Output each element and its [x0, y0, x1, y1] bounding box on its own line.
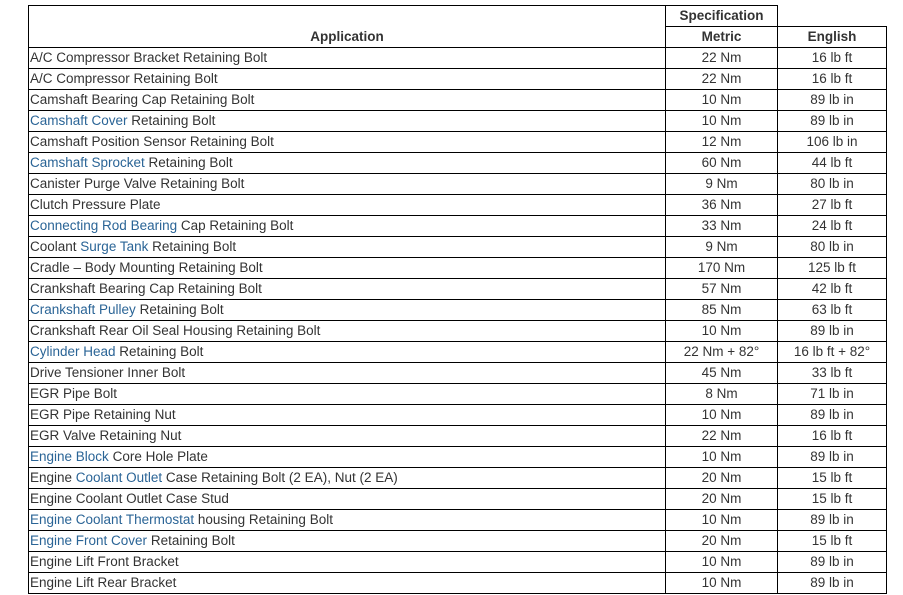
metric-value-cell: 10 Nm: [666, 321, 778, 342]
table-row: [29, 405, 887, 426]
application-text: Retaining Bolt: [148, 239, 237, 254]
application-cell: [29, 342, 666, 363]
english-value-cell: 89 lb in: [778, 90, 887, 111]
application-text: Camshaft Bearing Cap Retaining Bolt: [30, 92, 255, 107]
cropped-document-header-text: [778, 0, 890, 2]
english-value-cell: 16 lb ft: [778, 426, 887, 447]
application-cell: [29, 111, 666, 132]
metric-value-cell: 12 Nm: [666, 132, 778, 153]
metric-column-header: Metric: [666, 27, 778, 48]
application-text: EGR Pipe Retaining Nut: [30, 407, 176, 422]
component-link[interactable]: Connecting Rod Bearing: [30, 218, 178, 233]
application-cell: [29, 195, 666, 216]
application-text: Case Retaining Bolt (2 EA), Nut (2 EA): [162, 470, 398, 485]
english-value-cell: 106 lb in: [778, 132, 887, 153]
application-cell: [29, 405, 666, 426]
application-text: Engine: [30, 470, 76, 485]
fastener-torque-spec-table: [28, 5, 887, 594]
english-column-header: English: [778, 27, 887, 48]
english-value-cell: 15 lb ft: [778, 531, 887, 552]
metric-value-cell: 10 Nm: [666, 447, 778, 468]
table-row: [29, 363, 887, 384]
component-link[interactable]: Camshaft Sprocket: [30, 155, 145, 170]
application-cell: [29, 447, 666, 468]
component-link[interactable]: Surge Tank: [80, 239, 149, 254]
table-row: [29, 48, 887, 69]
component-link[interactable]: Cylinder Head: [30, 344, 116, 359]
english-value-cell: 63 lb ft: [778, 300, 887, 321]
application-text: Retaining Bolt: [115, 344, 204, 359]
table-row: [29, 300, 887, 321]
application-cell: [29, 510, 666, 531]
application-text: Cradle – Body Mounting Retaining Bolt: [30, 260, 263, 275]
component-link[interactable]: Camshaft Cover: [30, 113, 128, 128]
component-link[interactable]: Engine Front Cover: [30, 533, 148, 548]
application-column-header: Application: [29, 6, 666, 48]
metric-value-cell: 10 Nm: [666, 90, 778, 111]
english-value-cell: 24 lb ft: [778, 216, 887, 237]
application-cell: [29, 153, 666, 174]
application-cell: [29, 69, 666, 90]
metric-value-cell: 57 Nm: [666, 279, 778, 300]
english-value-cell: 44 lb ft: [778, 153, 887, 174]
metric-value-cell: 9 Nm: [666, 174, 778, 195]
english-value-cell: 16 lb ft: [778, 48, 887, 69]
component-link[interactable]: Engine Block: [30, 449, 109, 464]
application-cell: [29, 573, 666, 594]
english-value-cell: 42 lb ft: [778, 279, 887, 300]
application-text: EGR Valve Retaining Nut: [30, 428, 182, 443]
specification-group-header: Specification: [666, 6, 778, 27]
application-text: housing Retaining Bolt: [194, 512, 333, 527]
english-value-cell: 27 lb ft: [778, 195, 887, 216]
metric-value-cell: 60 Nm: [666, 153, 778, 174]
application-cell: [29, 90, 666, 111]
table-row: [29, 195, 887, 216]
application-cell: [29, 363, 666, 384]
application-cell: [29, 552, 666, 573]
table-body: [29, 48, 887, 594]
application-cell: [29, 384, 666, 405]
application-cell: [29, 279, 666, 300]
application-text: A/C Compressor Bracket Retaining Bolt: [30, 50, 268, 65]
application-text: Clutch Pressure Plate: [30, 197, 161, 212]
application-cell: [29, 258, 666, 279]
table-row: [29, 531, 887, 552]
english-value-cell: 89 lb in: [778, 405, 887, 426]
metric-value-cell: 36 Nm: [666, 195, 778, 216]
application-text: Engine Coolant Outlet Case Stud: [30, 491, 229, 506]
english-value-cell: 89 lb in: [778, 573, 887, 594]
header-row-1: [29, 6, 887, 27]
application-cell: [29, 237, 666, 258]
application-cell: [29, 321, 666, 342]
application-text: EGR Pipe Bolt: [30, 386, 118, 401]
table-row: [29, 258, 887, 279]
table-row: [29, 279, 887, 300]
english-value-cell: 89 lb in: [778, 510, 887, 531]
english-value-cell: 89 lb in: [778, 321, 887, 342]
metric-value-cell: 10 Nm: [666, 552, 778, 573]
metric-value-cell: 20 Nm: [666, 468, 778, 489]
application-text: Retaining Bolt: [144, 155, 233, 170]
table-row: [29, 489, 887, 510]
metric-value-cell: 10 Nm: [666, 405, 778, 426]
english-value-cell: 16 lb ft + 82°: [778, 342, 887, 363]
metric-value-cell: 20 Nm: [666, 531, 778, 552]
metric-value-cell: 85 Nm: [666, 300, 778, 321]
table-row: [29, 90, 887, 111]
english-value-cell: 71 lb in: [778, 384, 887, 405]
application-cell: [29, 132, 666, 153]
english-value-cell: 89 lb in: [778, 552, 887, 573]
application-text: Retaining Bolt: [135, 302, 224, 317]
application-text: Engine Lift Front Bracket: [30, 554, 179, 569]
table-row: [29, 216, 887, 237]
application-text: Retaining Bolt: [127, 113, 216, 128]
metric-value-cell: 20 Nm: [666, 489, 778, 510]
table-row: [29, 342, 887, 363]
table-row: [29, 447, 887, 468]
metric-value-cell: 33 Nm: [666, 216, 778, 237]
table-row: [29, 573, 887, 594]
metric-value-cell: 10 Nm: [666, 111, 778, 132]
application-text: Core Hole Plate: [108, 449, 208, 464]
application-text: Engine Lift Rear Bracket: [30, 575, 177, 590]
metric-value-cell: 22 Nm + 82°: [666, 342, 778, 363]
metric-value-cell: 22 Nm: [666, 69, 778, 90]
application-cell: [29, 468, 666, 489]
metric-value-cell: 22 Nm: [666, 48, 778, 69]
application-cell: [29, 489, 666, 510]
component-link[interactable]: Coolant Outlet: [75, 470, 163, 485]
table-row: [29, 153, 887, 174]
application-cell: [29, 48, 666, 69]
application-cell: [29, 531, 666, 552]
english-value-cell: 125 lb ft: [778, 258, 887, 279]
english-value-cell: 89 lb in: [778, 447, 887, 468]
table-row: [29, 384, 887, 405]
english-value-cell: 89 lb in: [778, 111, 887, 132]
metric-value-cell: 9 Nm: [666, 237, 778, 258]
application-text: Retaining Bolt: [147, 533, 235, 548]
table-row: [29, 111, 887, 132]
metric-value-cell: 10 Nm: [666, 510, 778, 531]
table-row: [29, 132, 887, 153]
table-row: [29, 321, 887, 342]
application-cell: [29, 174, 666, 195]
component-link[interactable]: Engine Coolant Thermostat: [30, 512, 195, 527]
english-value-cell: 80 lb in: [778, 174, 887, 195]
metric-value-cell: 22 Nm: [666, 426, 778, 447]
table-row: [29, 426, 887, 447]
application-cell: [29, 300, 666, 321]
english-value-cell: 15 lb ft: [778, 468, 887, 489]
metric-value-cell: 10 Nm: [666, 573, 778, 594]
application-text: Crankshaft Rear Oil Seal Housing Retaining Bolt: [30, 323, 321, 338]
table-row: [29, 552, 887, 573]
english-value-cell: 80 lb in: [778, 237, 887, 258]
application-cell: [29, 216, 666, 237]
table-row: [29, 468, 887, 489]
application-cell: [29, 426, 666, 447]
metric-value-cell: 170 Nm: [666, 258, 778, 279]
application-text: Cap Retaining Bolt: [177, 218, 294, 233]
table-row: [29, 69, 887, 90]
application-text: Drive Tensioner Inner Bolt: [30, 365, 186, 380]
empty-header-cell: [778, 6, 887, 27]
english-value-cell: 15 lb ft: [778, 489, 887, 510]
table-row: [29, 237, 887, 258]
application-text: Coolant: [30, 239, 81, 254]
metric-value-cell: 45 Nm: [666, 363, 778, 384]
table-row: [29, 510, 887, 531]
application-text: Canister Purge Valve Retaining Bolt: [30, 176, 245, 191]
table-row: [29, 174, 887, 195]
application-text: Crankshaft Bearing Cap Retaining Bolt: [30, 281, 262, 296]
metric-value-cell: 8 Nm: [666, 384, 778, 405]
english-value-cell: 33 lb ft: [778, 363, 887, 384]
application-text: Camshaft Position Sensor Retaining Bolt: [30, 134, 274, 149]
application-text: A/C Compressor Retaining Bolt: [30, 71, 218, 86]
component-link[interactable]: Crankshaft Pulley: [30, 302, 136, 317]
english-value-cell: 16 lb ft: [778, 69, 887, 90]
